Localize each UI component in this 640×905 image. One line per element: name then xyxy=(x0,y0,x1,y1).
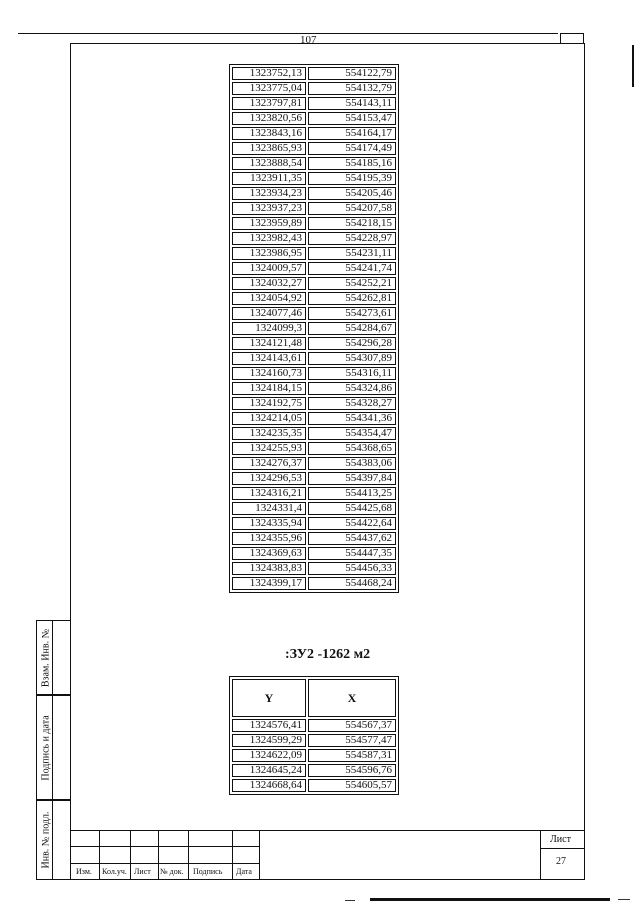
caption-kol-uch: Кол.уч. xyxy=(102,867,127,876)
table-row xyxy=(232,487,396,500)
table-row xyxy=(232,142,396,155)
cell-x: 554316,11 xyxy=(308,367,396,380)
cell-y: 1324599,29 xyxy=(232,734,306,747)
revision-col-line xyxy=(188,830,189,880)
table-row xyxy=(232,97,396,110)
table-row xyxy=(232,277,396,290)
table-row xyxy=(232,232,396,245)
cell-y: 1323934,23 xyxy=(232,187,306,200)
table-row xyxy=(232,217,396,230)
cell-x: 554164,17 xyxy=(308,127,396,140)
table-row xyxy=(232,517,396,530)
cell-x: 554218,15 xyxy=(308,217,396,230)
table-row xyxy=(232,157,396,170)
cell-y: 1324576,41 xyxy=(232,719,306,732)
table-row xyxy=(232,412,396,425)
cell-y: 1324316,21 xyxy=(232,487,306,500)
cell-x: 554328,27 xyxy=(308,397,396,410)
cell-y: 1324099,3 xyxy=(232,322,306,335)
table-row xyxy=(232,307,396,320)
cell-x: 554324,86 xyxy=(308,382,396,395)
cell-y: 1324296,53 xyxy=(232,472,306,485)
right-edge-mark xyxy=(632,45,634,87)
cell-x: 554284,67 xyxy=(308,322,396,335)
cell-x: 554468,24 xyxy=(308,577,396,590)
cell-x: 554368,65 xyxy=(308,442,396,455)
revision-col-line xyxy=(232,830,233,880)
table-row xyxy=(232,382,396,395)
cell-x: 554422,64 xyxy=(308,517,396,530)
table-row xyxy=(232,292,396,305)
cell-x: 554596,76 xyxy=(308,764,396,777)
caption-podpis: Подпись xyxy=(193,867,223,876)
cell-y: 1323959,89 xyxy=(232,217,306,230)
caption-data: Дата xyxy=(236,867,252,876)
table-row xyxy=(232,67,396,80)
table-row xyxy=(232,367,396,380)
cell-y: 1323865,93 xyxy=(232,142,306,155)
table-row xyxy=(232,502,396,515)
table-row xyxy=(232,112,396,125)
cell-y: 1324121,48 xyxy=(232,337,306,350)
table-row xyxy=(232,779,396,792)
cell-x: 554587,31 xyxy=(308,749,396,762)
table-row xyxy=(232,764,396,777)
top-right-tab xyxy=(560,33,584,43)
cell-y: 1324009,57 xyxy=(232,262,306,275)
table-row xyxy=(232,202,396,215)
cell-y: 1324369,63 xyxy=(232,547,306,560)
table-row xyxy=(232,749,396,762)
table-row xyxy=(232,562,396,575)
table-row xyxy=(232,472,396,485)
side-cell-vzam xyxy=(36,620,71,695)
cell-y: 1323797,81 xyxy=(232,97,306,110)
cell-y: 1324276,37 xyxy=(232,457,306,470)
cell-y: 1324622,09 xyxy=(232,749,306,762)
cell-x: 554383,06 xyxy=(308,457,396,470)
cell-y: 1323843,16 xyxy=(232,127,306,140)
bottom-dash xyxy=(618,899,630,900)
top-line xyxy=(18,33,558,34)
cell-y: 1323888,54 xyxy=(232,157,306,170)
column-header-x: X xyxy=(308,679,396,717)
cell-y: 1324160,73 xyxy=(232,367,306,380)
table-row xyxy=(232,577,396,590)
cell-x: 554231,11 xyxy=(308,247,396,260)
cell-y: 1324255,93 xyxy=(232,442,306,455)
table-row xyxy=(232,457,396,470)
cell-y: 1324184,15 xyxy=(232,382,306,395)
side-cell-divider xyxy=(52,621,70,694)
cell-x: 554185,16 xyxy=(308,157,396,170)
cell-x: 554228,97 xyxy=(308,232,396,245)
cell-y: 1323982,43 xyxy=(232,232,306,245)
cell-x: 554296,28 xyxy=(308,337,396,350)
cell-x: 554577,47 xyxy=(308,734,396,747)
cell-x: 554354,47 xyxy=(308,427,396,440)
table-row xyxy=(232,719,396,732)
cell-y: 1323937,23 xyxy=(232,202,306,215)
column-header-y: Y xyxy=(232,679,306,717)
table-row xyxy=(232,397,396,410)
title-block xyxy=(70,830,585,880)
revision-col-line xyxy=(130,830,131,880)
table-row xyxy=(232,427,396,440)
side-cell-divider xyxy=(52,801,70,879)
cell-y: 1324331,4 xyxy=(232,502,306,515)
caption-n-dok: № док. xyxy=(160,867,184,876)
cell-x: 554605,57 xyxy=(308,779,396,792)
sheet-label: Лист xyxy=(550,834,571,845)
cell-x: 554122,79 xyxy=(308,67,396,80)
side-label-vzam: Взам. Инв. № xyxy=(40,628,52,687)
cell-x: 554341,36 xyxy=(308,412,396,425)
sheet-number: 27 xyxy=(556,856,566,867)
table-row xyxy=(232,442,396,455)
table-row xyxy=(232,322,396,335)
cell-y: 1324143,61 xyxy=(232,352,306,365)
cell-x: 554567,37 xyxy=(308,719,396,732)
cell-x: 554207,58 xyxy=(308,202,396,215)
table-row xyxy=(232,187,396,200)
coordinates-table-zu2 xyxy=(229,676,399,795)
cell-y: 1324335,94 xyxy=(232,517,306,530)
side-stamp xyxy=(36,620,71,880)
cell-y: 1324355,96 xyxy=(232,532,306,545)
cell-x: 554195,39 xyxy=(308,172,396,185)
table-row xyxy=(232,82,396,95)
cell-y: 1323820,56 xyxy=(232,112,306,125)
sheet-cell-divider xyxy=(540,848,585,849)
cell-y: 1324399,17 xyxy=(232,577,306,590)
cell-x: 554447,35 xyxy=(308,547,396,560)
cell-y: 1324214,05 xyxy=(232,412,306,425)
cell-x: 554425,68 xyxy=(308,502,396,515)
page-number: 107 xyxy=(300,34,317,46)
section-title: :ЗУ2 -1262 м2 xyxy=(285,647,371,662)
table-row xyxy=(232,337,396,350)
cell-x: 554456,33 xyxy=(308,562,396,575)
cell-x: 554153,47 xyxy=(308,112,396,125)
cell-y: 1324032,27 xyxy=(232,277,306,290)
cell-y: 1324235,35 xyxy=(232,427,306,440)
cell-y: 1324192,75 xyxy=(232,397,306,410)
cell-x: 554397,84 xyxy=(308,472,396,485)
revision-col-line xyxy=(99,830,100,880)
cell-y: 1324054,92 xyxy=(232,292,306,305)
cell-x: 554143,11 xyxy=(308,97,396,110)
cell-x: 554205,46 xyxy=(308,187,396,200)
cell-x: 554252,21 xyxy=(308,277,396,290)
cell-x: 554241,74 xyxy=(308,262,396,275)
revision-col-line xyxy=(158,830,159,880)
cell-y: 1324077,46 xyxy=(232,307,306,320)
coordinates-table xyxy=(229,64,399,593)
bottom-bar xyxy=(370,898,610,901)
side-label-podpis-data: Подпись и дата xyxy=(40,714,52,781)
table-row xyxy=(232,547,396,560)
cell-y: 1324645,24 xyxy=(232,764,306,777)
table-row xyxy=(232,262,396,275)
cell-y: 1323775,04 xyxy=(232,82,306,95)
table-row xyxy=(232,172,396,185)
cell-x: 554132,79 xyxy=(308,82,396,95)
cell-y: 1323986,95 xyxy=(232,247,306,260)
bottom-dash xyxy=(345,900,355,901)
caption-list: Лист xyxy=(134,867,151,876)
side-cell-divider xyxy=(52,696,70,799)
table-row xyxy=(232,734,396,747)
cell-x: 554273,61 xyxy=(308,307,396,320)
cell-y: 1324383,83 xyxy=(232,562,306,575)
table-row xyxy=(232,127,396,140)
cell-x: 554437,62 xyxy=(308,532,396,545)
side-label-inv-podl: Инв. № подл. xyxy=(40,811,52,869)
caption-izm: Изм. xyxy=(76,867,92,876)
cell-x: 554174,49 xyxy=(308,142,396,155)
cell-x: 554262,81 xyxy=(308,292,396,305)
cell-x: 554413,25 xyxy=(308,487,396,500)
side-cell-inv xyxy=(36,800,71,880)
table-row xyxy=(232,247,396,260)
cell-y: 1323752,13 xyxy=(232,67,306,80)
cell-y: 1324668,64 xyxy=(232,779,306,792)
cell-x: 554307,89 xyxy=(308,352,396,365)
table-row xyxy=(232,352,396,365)
side-cell-podpis xyxy=(36,695,71,800)
cell-y: 1323911,35 xyxy=(232,172,306,185)
table-row xyxy=(232,532,396,545)
